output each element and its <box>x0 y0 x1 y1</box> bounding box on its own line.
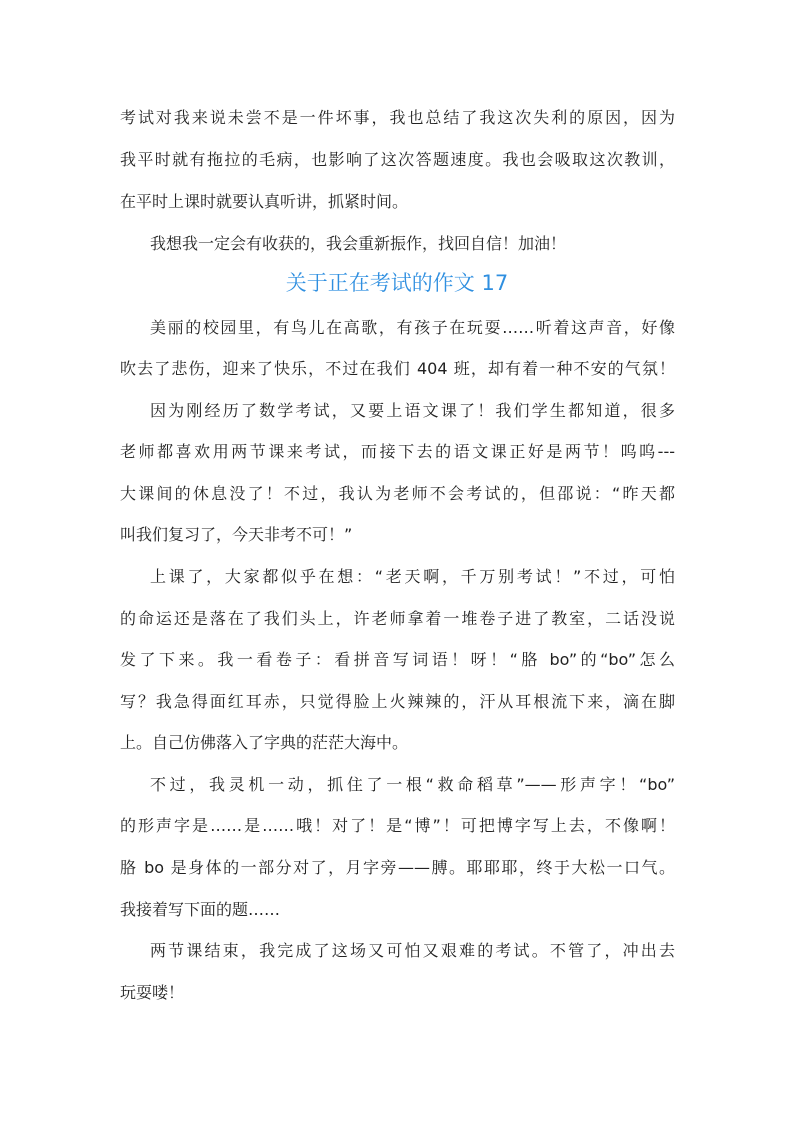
paragraph-line: 上课了，大家都似乎在想：“老天啊，千万别考试！”不过，可怕 <box>150 567 675 586</box>
paragraph-line: 玩耍喽！ <box>120 983 185 1002</box>
paragraph-line: 写？我急得面红耳赤，只觉得脸上火辣辣的，汗从耳根流下来，滴在脚 <box>120 692 675 711</box>
paragraph-line: 不过，我灵机一动，抓住了一根“救命稻草”——形声字！“bo” <box>150 775 675 794</box>
paragraph-line: 我接着写下面的题…… <box>120 900 281 919</box>
paragraph-line: 两节课结束，我完成了这场又可怕又艰难的考试。不管了，冲出去 <box>150 941 675 960</box>
section-heading: 关于正在考试的作文 17 <box>285 271 509 295</box>
paragraph-line: 美丽的校园里，有鸟儿在高歌，有孩子在玩耍……听着这声音，好像 <box>150 318 675 337</box>
paragraph-line: 我想我一定会有收获的，我会重新振作，找回自信！加油！ <box>150 234 567 253</box>
paragraph-line: 发了下来。我一看卷子：看拼音写词语！呀！“胳 bo”的“bo”怎么 <box>120 650 675 669</box>
paragraph-line: 胳 bo 是身体的一部分对了，月字旁——膊。耶耶耶，终于大松一口气。 <box>120 858 675 877</box>
paragraph-line: 我平时就有拖拉的毛病，也影响了这次答题速度。我也会吸取这次教训， <box>120 150 675 169</box>
paragraph-line: 吹去了悲伤，迎来了快乐，不过在我们 404 班，却有着一种不安的气氛！ <box>120 359 675 378</box>
paragraph-line: 上。自己仿佛落入了字典的茫茫大海中。 <box>120 733 409 752</box>
paragraph-line: 因为刚经历了数学考试，又要上语文课了！我们学生都知道，很多 <box>150 401 675 420</box>
paragraph-line: 叫我们复习了，今天非考不可！” <box>120 525 353 544</box>
paragraph-line: 老师都喜欢用两节课来考试，而接下去的语文课正好是两节！呜呜--- <box>120 442 675 461</box>
paragraph-line: 的命运还是落在了我们头上，许老师拿着一堆卷子进了教室，二话没说 <box>120 609 675 628</box>
paragraph-line: 的形声字是……是……哦！对了！是“博”！可把博字写上去，不像啊！ <box>120 816 675 835</box>
paragraph-line: 考试对我来说未尝不是一件坏事，我也总结了我这次失利的原因，因为 <box>120 108 675 127</box>
paragraph-line: 在平时上课时就要认真听讲，抓紧时间。 <box>120 192 409 211</box>
paragraph-line: 大课间的休息没了！不过，我认为老师不会考试的，但邵说：“昨天都 <box>120 484 675 503</box>
